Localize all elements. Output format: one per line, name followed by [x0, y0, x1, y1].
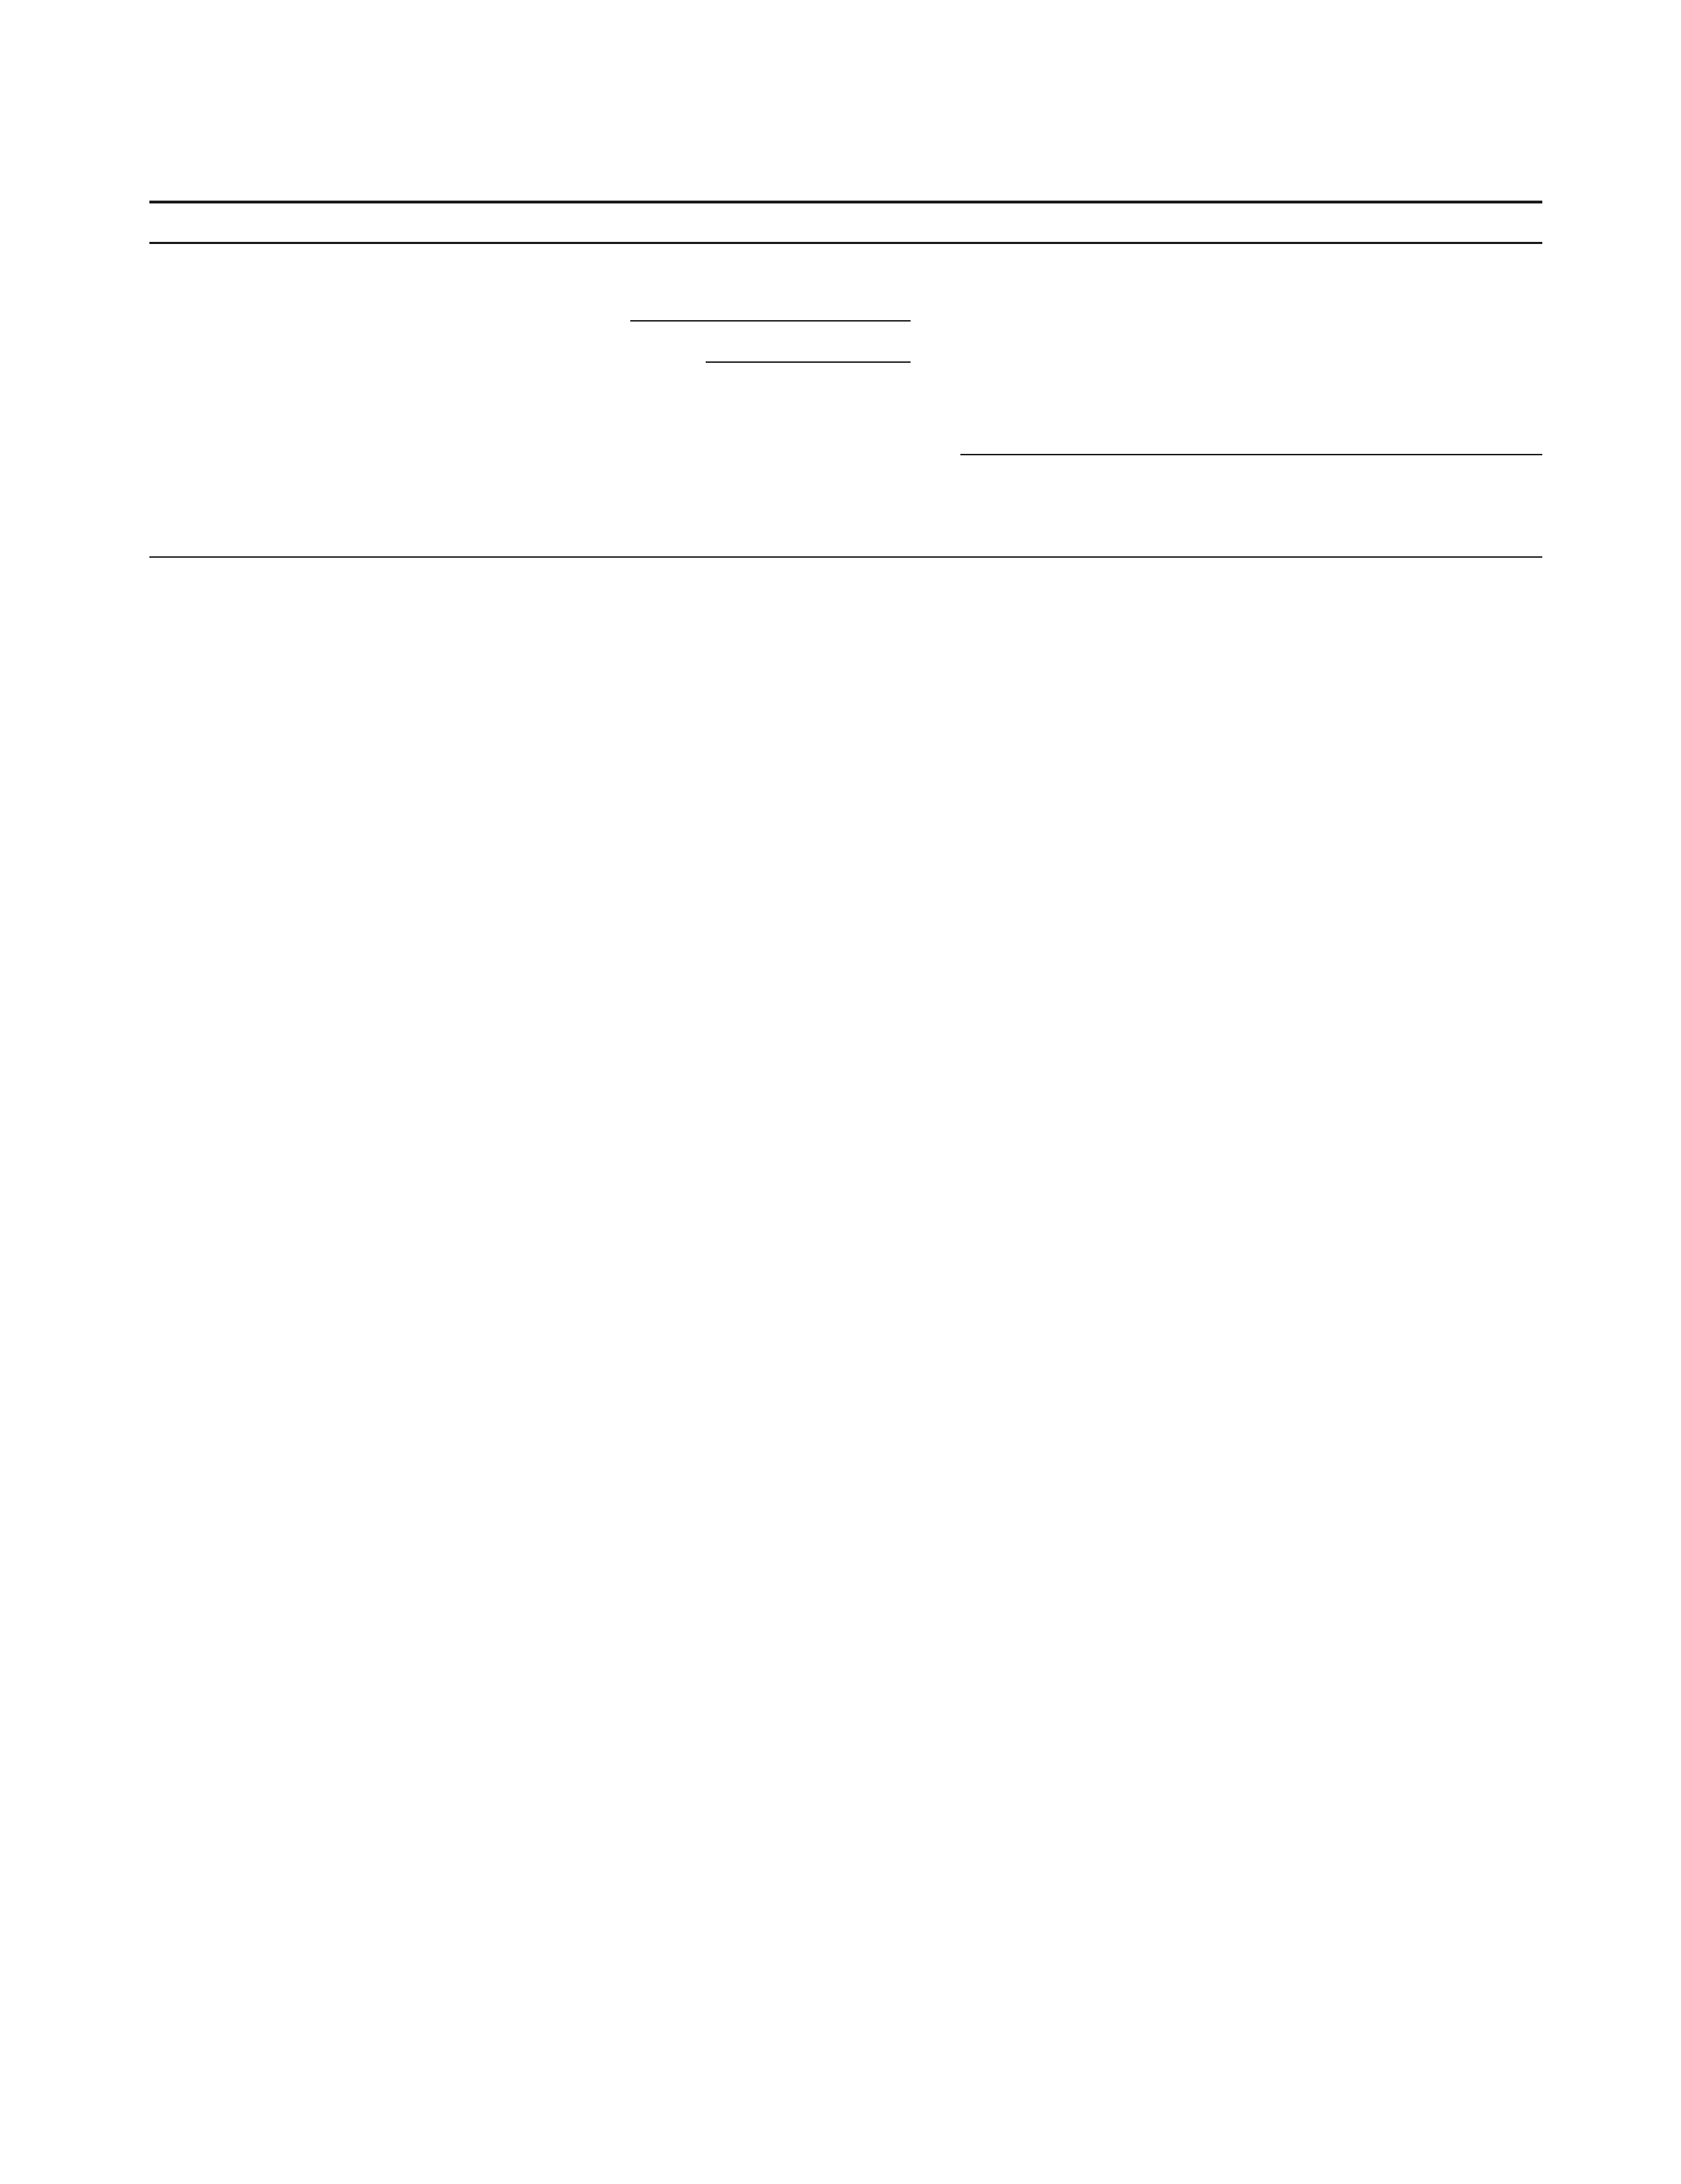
table-header-rule	[149, 556, 1542, 558]
header-subrule	[706, 361, 911, 363]
col-header-indicator	[921, 277, 956, 552]
table-top-rule	[149, 242, 1542, 244]
col-header-prep	[704, 366, 748, 552]
header-rule	[149, 201, 1542, 203]
header-subrule	[630, 320, 911, 322]
col-header-install	[832, 366, 911, 552]
col-header-handover	[748, 366, 827, 552]
header-subrule	[960, 454, 1542, 455]
